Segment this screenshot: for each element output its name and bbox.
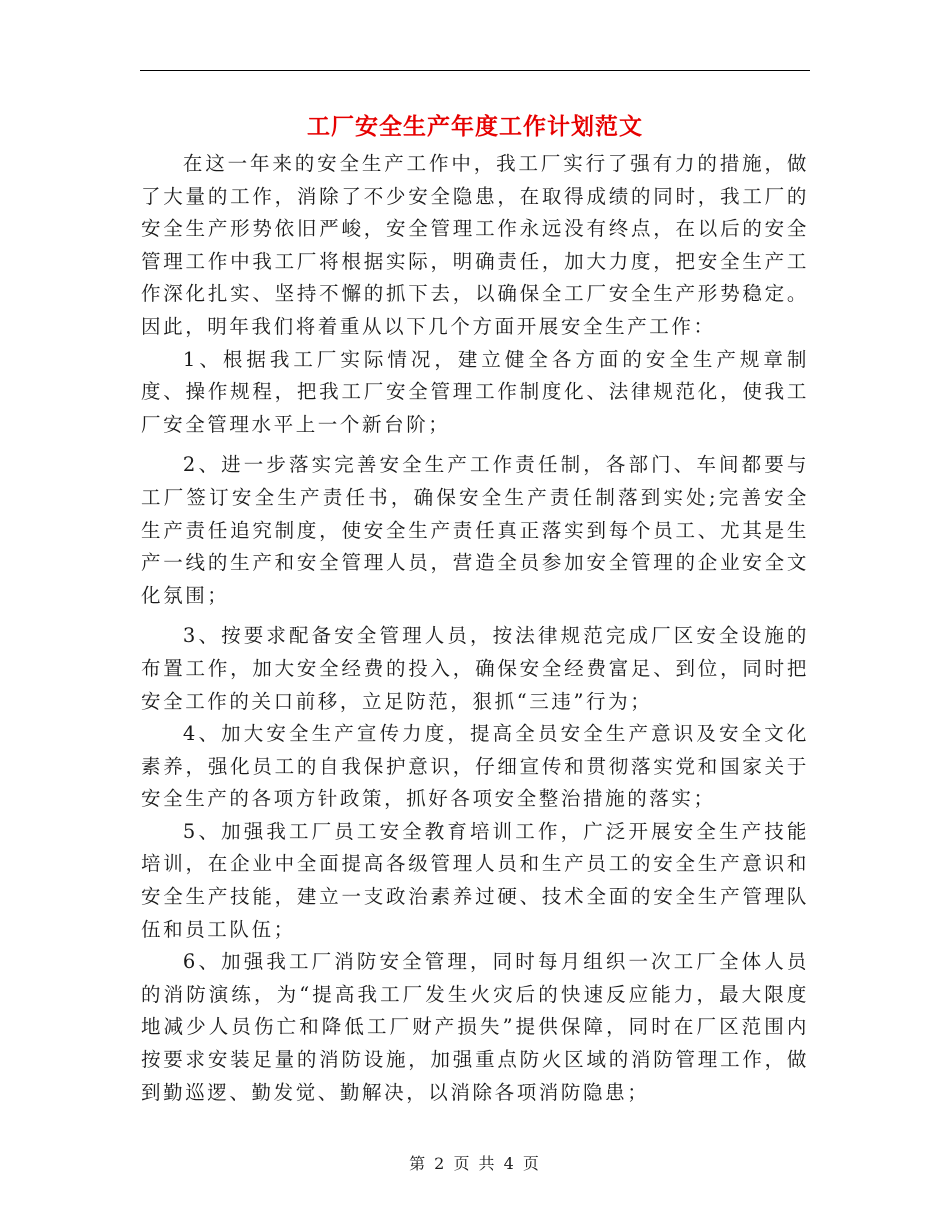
- item-paragraph-5: 5、加强我工厂员工安全教育培训工作，广泛开展安全生产技能培训，在企业中全面提高各级管理人员和生产员工的安全生产意识和安全生产技能，建立一支政治素养过硬、技术全面的安全生产管理队伍和员工队伍；: [141, 819, 809, 941]
- item-paragraph-4: 4、加大安全生产宣传力度，提高全员安全生产意识及安全文化素养，强化员工的自我保护意识，仔细宣传和贯彻落实党和国家关于安全生产的各项方针政策，抓好各项安全整治措施的落实；: [141, 722, 809, 811]
- item-paragraph-3: 3、按要求配备安全管理人员，按法律规范完成厂区安全设施的布置工作，加大安全经费的投入，确保安全经费富足、到位，同时把安全工作的关口前移，立足防范，狠抓“三违”行为；: [141, 624, 809, 713]
- document-title: 工厂安全生产年度工作计划范文: [307, 113, 643, 140]
- intro-paragraph: 在这一年来的安全生产工作中，我工厂实行了强有力的措施，做了大量的工作，消除了不少安全隐患，在取得成绩的同时，我工厂的安全生产形势依旧严峻，安全管理工作永远没有终点，在以后的安全管理工作中我工厂将根据实际，明确责任，加大力度，把安全生产工作深化扎实、坚持不懈的抓下去，以确保全工厂安全生产形势稳定。因此，明年我们将着重从以下几个方面开展安全生产工作：: [141, 152, 809, 338]
- page-number-text: 第 2 页 共 4 页: [409, 1154, 541, 1173]
- item-paragraph-1: 1、根据我工厂实际情况，建立健全各方面的安全生产规章制度、操作规程，把我工厂安全管理工作制度化、法律规范化，使我工厂安全管理水平上一个新台阶；: [141, 347, 809, 436]
- document-body: [141, 148, 809, 1109]
- item-paragraph-2: 2、进一步落实完善安全生产工作责任制，各部门、车间都要与工厂签订安全生产责任书，确保安全生产责任制落到实处;完善安全生产责任追究制度，使安全生产责任真正落实到每个员工、尤其是生产一线的生产和安全管理人员，营造全员参加安全管理的企业安全文化氛围；: [141, 453, 809, 607]
- page-number-footer: [0, 1152, 950, 1176]
- item-paragraph-6: 6、加强我工厂消防安全管理，同时每月组织一次工厂全体人员的消防演练，为“提高我工厂发生火灾后的快速反应能力，最大限度地减少人员伤亡和降低工厂财产损失”提供保障，同时在厂区范围内按要求安装足量的消防设施，加强重点防火区域的消防管理工作，做到勤巡逻、勤发觉、勤解决，以消除各项消防隐患；: [141, 950, 809, 1104]
- header-rule: [140, 70, 810, 71]
